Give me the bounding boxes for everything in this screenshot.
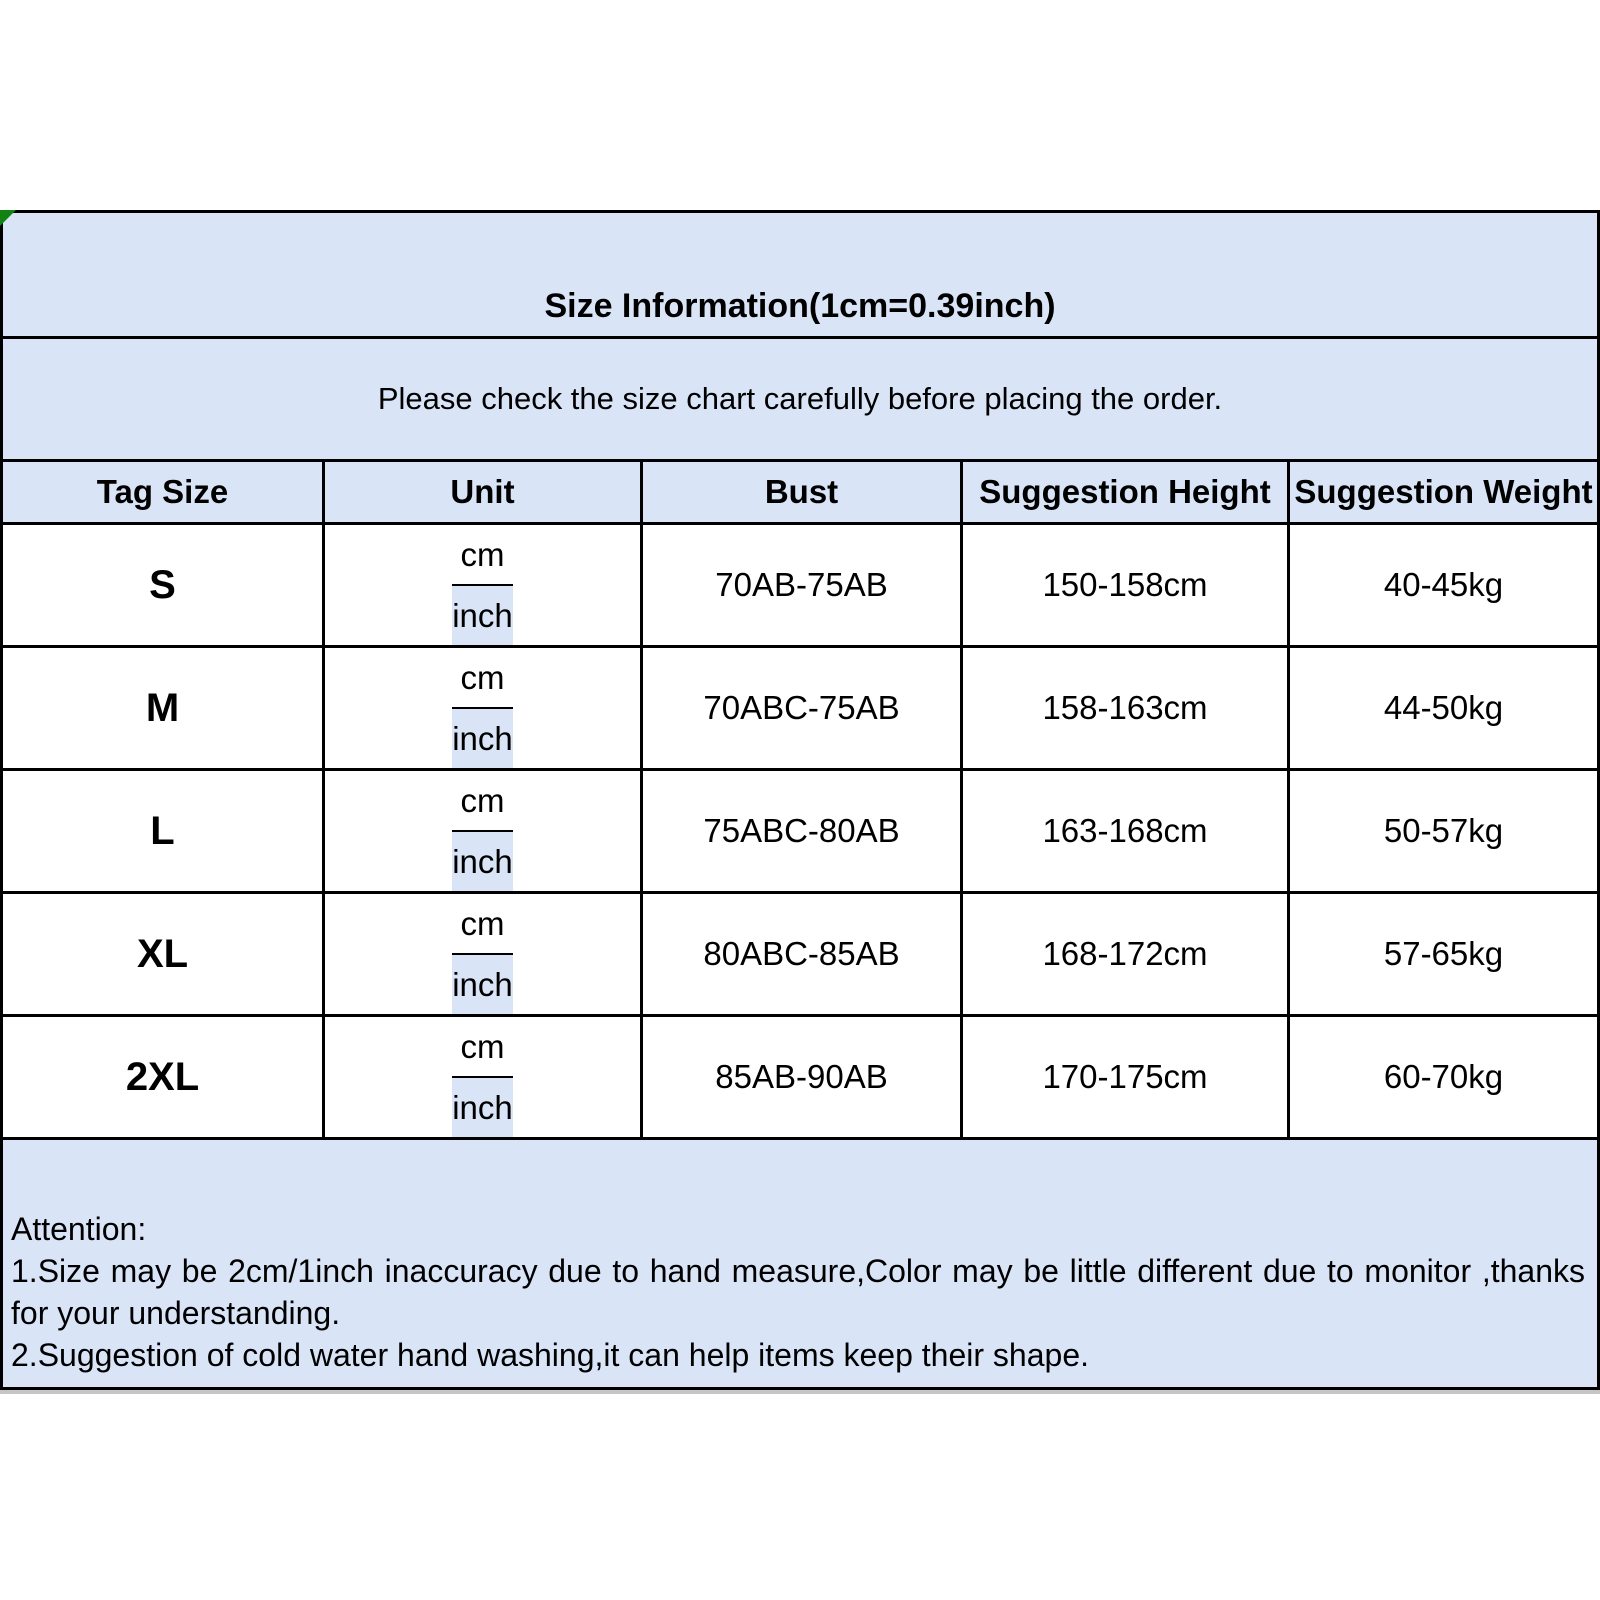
title-row <box>3 213 1597 339</box>
sheet-subtitle: Please check the size chart carefully before placing the order. <box>377 381 1223 416</box>
unit-cell <box>322 648 640 768</box>
bust-cell: 80ABC-85AB <box>640 894 960 1014</box>
attention-heading: Attention: <box>11 1211 147 1247</box>
height-cell: 158-163cm <box>960 648 1287 768</box>
unit-cm-cell: cm <box>461 525 505 584</box>
table-header-row <box>3 462 1597 525</box>
unit-cell <box>322 771 640 891</box>
weight-cell: 44-50kg <box>1287 648 1597 768</box>
header-bust: Bust <box>640 462 960 522</box>
header-tag-size: Tag Size <box>96 473 229 510</box>
height-cell: 150-158cm <box>960 525 1287 645</box>
header-suggestion-height: Suggestion Height <box>960 462 1287 522</box>
unit-inch-cell: inch <box>452 953 513 1014</box>
weight-cell: 60-70kg <box>1287 1017 1597 1137</box>
unit-cell <box>322 525 640 645</box>
bust-cell: 70AB-75AB <box>640 525 960 645</box>
tag-size-cell: M <box>145 685 180 730</box>
unit-inch-cell: inch <box>452 830 513 891</box>
tag-size-cell: L <box>150 808 175 853</box>
table-row-s <box>3 525 1597 648</box>
tag-size-cell: XL <box>136 931 189 976</box>
bust-cell: 75ABC-80AB <box>640 771 960 891</box>
table-row-l <box>3 771 1597 894</box>
weight-cell: 40-45kg <box>1287 525 1597 645</box>
tag-size-cell: S <box>149 562 176 607</box>
sheet-title: Size Information(1cm=0.39inch) <box>544 287 1056 325</box>
unit-cm-cell: cm <box>461 894 505 953</box>
unit-cell <box>322 894 640 1014</box>
unit-cm-cell: cm <box>461 1017 505 1076</box>
unit-cm-cell: cm <box>461 771 505 830</box>
unit-inch-cell: inch <box>452 707 513 768</box>
unit-cell <box>322 1017 640 1137</box>
weight-cell: 57-65kg <box>1287 894 1597 1014</box>
bust-cell: 70ABC-75AB <box>640 648 960 768</box>
height-cell: 168-172cm <box>960 894 1287 1014</box>
size-chart-sheet <box>0 210 1600 1390</box>
unit-inch-cell: inch <box>452 584 513 645</box>
attention-section <box>3 1140 1597 1384</box>
height-cell: 170-175cm <box>960 1017 1287 1137</box>
tag-size-cell: 2XL <box>125 1054 200 1099</box>
subtitle-row <box>3 339 1597 462</box>
unit-cm-cell: cm <box>461 648 505 707</box>
header-unit: Unit <box>322 462 640 522</box>
bust-cell: 85AB-90AB <box>640 1017 960 1137</box>
height-cell: 163-168cm <box>960 771 1287 891</box>
corner-marker-icon <box>0 210 16 226</box>
header-suggestion-weight: Suggestion Weight <box>1287 462 1597 522</box>
attention-note-2: 2.Suggestion of cold water hand washing,it can help items keep their shape. <box>11 1337 1089 1373</box>
unit-inch-cell: inch <box>452 1076 513 1137</box>
attention-note-1: 1.Size may be 2cm/1inch inaccuracy due to hand measure,Color may be little different due to monitor ,thanks for your understanding. <box>11 1253 1585 1331</box>
table-row-xl <box>3 894 1597 1017</box>
weight-cell: 50-57kg <box>1287 771 1597 891</box>
table-row-2xl <box>3 1017 1597 1140</box>
table-row-m <box>3 648 1597 771</box>
